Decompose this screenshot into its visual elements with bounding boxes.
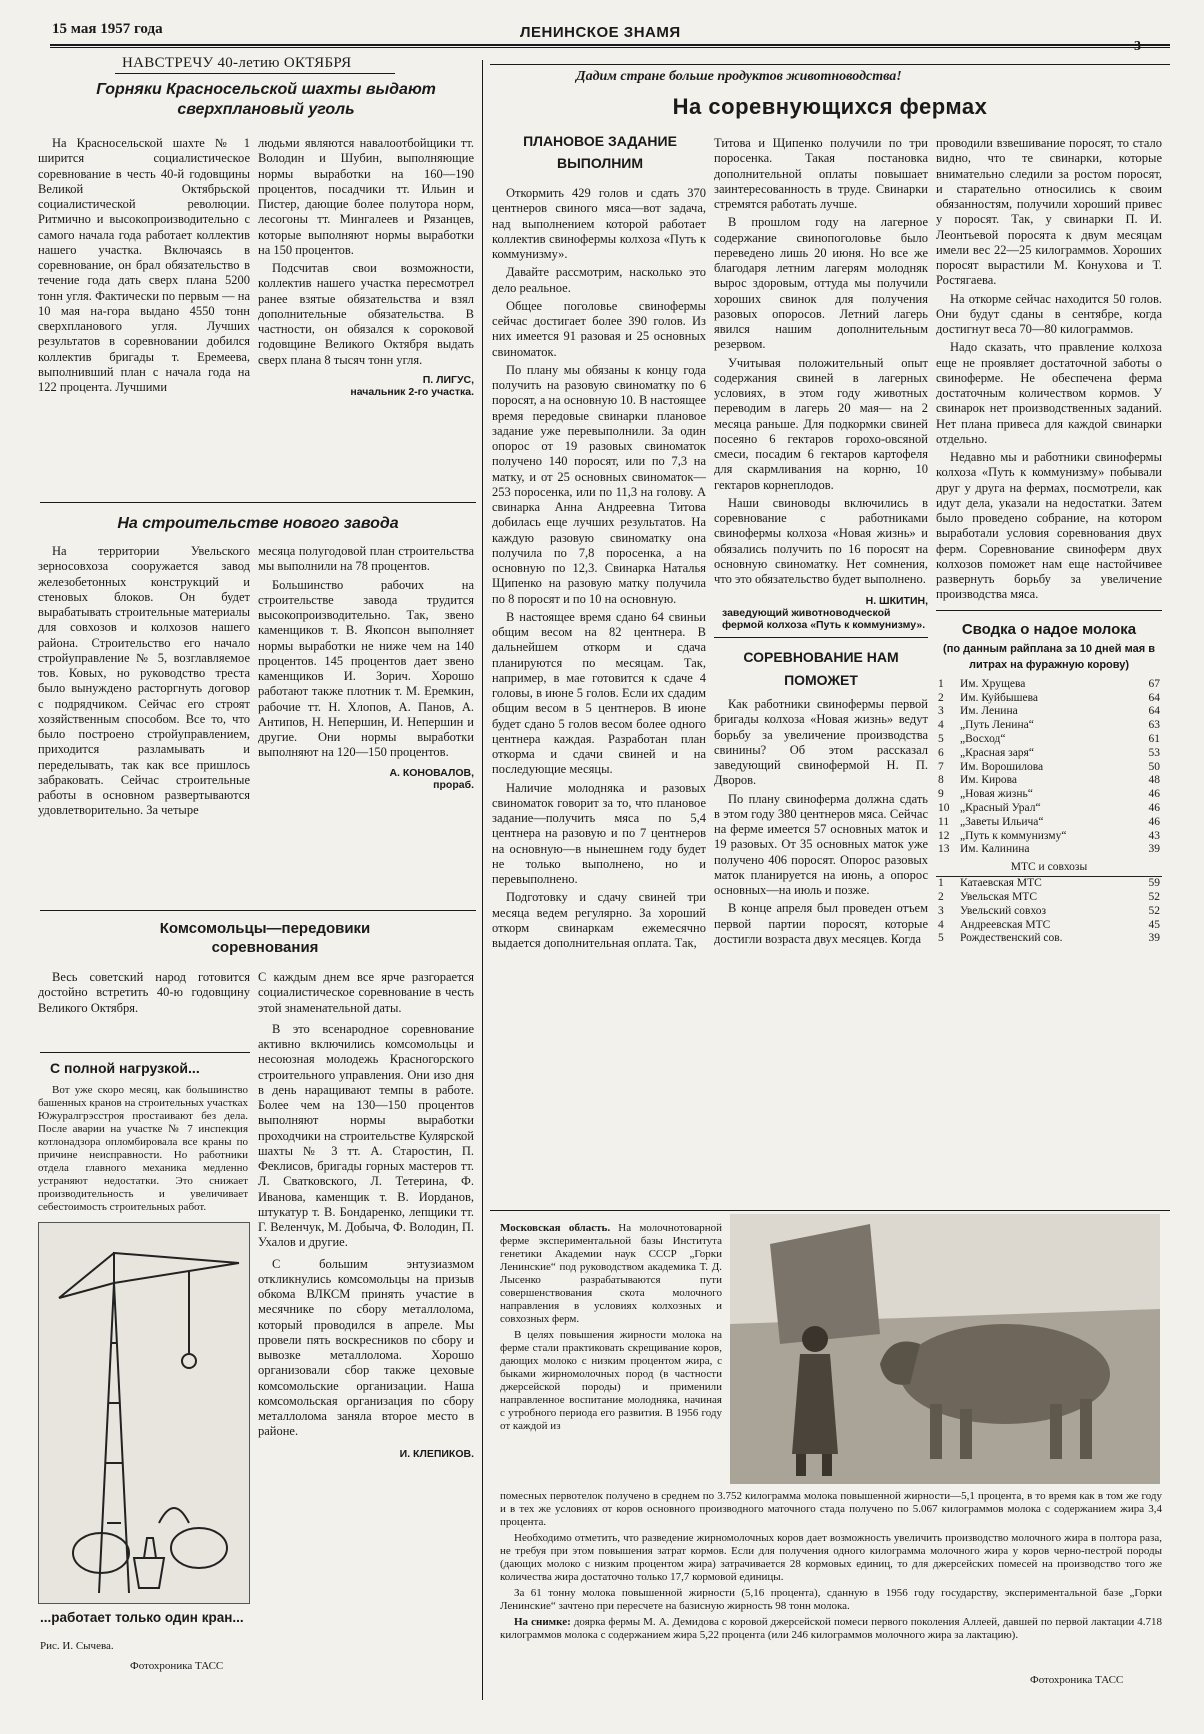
svodka-cell-n: 9 bbox=[938, 788, 944, 801]
signature-name: И. КЛЕПИКОВ. bbox=[399, 1447, 474, 1460]
svodka-cell-name: Увельская МТС bbox=[960, 890, 1038, 903]
svodka-cell-v: 46 bbox=[1148, 801, 1160, 814]
svodka-cell-n: 2 bbox=[938, 691, 944, 704]
photo-story-lead: На молочнотоварной ферме экспериментальной базы Института генетики Академии наук СССР „Горки Ленинские“ под руководством академика Т. Д. Лысенко разрабатываются пути совершенствования скота молочного направления в условиях колхозных и совхозных ферм. bbox=[500, 1222, 722, 1325]
article-miners-col2 bbox=[258, 136, 474, 398]
article-title-plan: ПЛАНОВОЕ ЗАДАНИЕ ВЫПОЛНИМ bbox=[523, 133, 677, 172]
column-separator bbox=[482, 60, 483, 1700]
article-text: проводили взвешивание поросят, то стало видно, что те свинарки, которые внимательно следили за ростом поросят, и старательно относились к своим обязанностям, получили хороший привес у поросят. Так, у свинарки П. И. Леонтьевой поросята к двум месяцам имели вес 22—25 килограммов. Хороших поросят вырастили М. Конухова и Т. Ростягаева. bbox=[936, 136, 1162, 288]
article-text: На откорме сейчас находится 50 голов. Они будут сданы в сентябре, когда достигнут веса 70—80 килограммов. bbox=[936, 291, 1162, 336]
article-text: На Красносельской шахте № 1 ширится социалистическое соревнование в честь 40-й годовщины Великой Октябрьской социалистической революции. Ритмично и высокопроизводительно с самого начала года работает коллектив нашего участка. Включаясь в соревнование, он брал обязательство в течение года дать сверх плана 5200 тонн угля. Фактически по первым — на 10 мая на-гора выдано 4550 тонн сверхпланового угля. Лучших результатов в соревновании добился коллектив бригады т. Еремеева, выполнивший план с начала года на 122 процента. Лучшими bbox=[38, 136, 250, 394]
article-text: В прошлом году на лагерное содержание свинопоголовье было переведено лишь 20 июня. Но все же благодаря летним лагерям молодняк вырос здоровым, оттуда мы получили хороших свинок для получения разовых опоросов. Летний лагерь явился нашим дополнительным резервом. bbox=[714, 215, 928, 352]
issue-date: 15 мая 1957 года bbox=[52, 21, 163, 37]
svodka-cell-v: 61 bbox=[1148, 732, 1160, 745]
svodka-cell-v: 39 bbox=[1148, 932, 1160, 945]
feuilleton-rule bbox=[40, 1052, 250, 1053]
rubric-right: Дадим стране больше продуктов животноводства! bbox=[576, 69, 902, 84]
rubric-right-rule bbox=[490, 64, 1170, 65]
article-text: Общее поголовье свинофермы сейчас достигает более 390 голов. Из них имеется 91 разовая и 25 основных свиноматок. bbox=[492, 298, 706, 359]
cartoon-crane-image bbox=[38, 1222, 250, 1604]
svodka-cell-name: „Восход“ bbox=[960, 732, 1006, 745]
rubric-left: НАВСТРЕЧУ 40-летию ОКТЯБРЯ bbox=[122, 55, 352, 71]
svodka-row bbox=[936, 802, 1162, 816]
svodka-cell-v: 43 bbox=[1148, 829, 1160, 842]
svodka-cell-v: 53 bbox=[1148, 746, 1160, 759]
feuilleton-text: Вот уже скоро месяц, как большинство башенных кранов на строительных участках Южуралгрэсстроя простаивают без дела. После аварии на участке № 7 инспекция котлонадзора опломбировала все краны по причине неисправности. Но работники отдела главного механика медленно устраняют недостатки. Это снижает производительность и увеличивает себестоимость строительных работ. bbox=[38, 1084, 248, 1213]
svodka-cell-name: „Путь к коммунизму“ bbox=[960, 829, 1067, 842]
feuilleton-title: С полной нагрузкой... bbox=[50, 1060, 200, 1076]
svodka-row bbox=[936, 774, 1162, 788]
photo-image bbox=[730, 1214, 1160, 1484]
svodka-cell-v: 64 bbox=[1148, 691, 1160, 704]
svodka-cell-name: Им. Хрущева bbox=[960, 677, 1026, 690]
signature-name: Н. ШКИТИН, bbox=[865, 595, 928, 608]
photo-credit-left: Фотохроника ТАСС bbox=[130, 1660, 224, 1672]
photo-story-lead-bold: Московская область. bbox=[500, 1222, 611, 1234]
photo-caption: доярка фермы М. А. Демидова с коровой джерсейской помеси первого поколения Аллеей, давшей по первой лактации 4.718 килограммов молока с содержанием жира 5,22 процента (или 246 килограммов молочного жира за лактацию). bbox=[500, 1615, 1162, 1641]
svodka-cell-name: „Новая жизнь“ bbox=[960, 788, 1033, 801]
svodka-rule bbox=[936, 610, 1162, 611]
photo-story-wide-block bbox=[500, 1490, 1162, 1645]
article-text: Недавно мы и работники свинофермы колхоза «Путь к коммунизму» побывали друг у друга на фермах, посмотрели, как идут дела, указали на недостатки. Затем было проведено собрание, на котором выработали условия соревнования двух ферм. Соревнование свиноферм двух колхозов поможет нам еще настойчивее развернуть борьбу за увеличение производства мяса. bbox=[936, 450, 1162, 602]
cartoon-caption: ...работает только один кран... bbox=[40, 1610, 244, 1625]
svodka-row bbox=[936, 891, 1162, 905]
article-text: В настоящее время сдано 64 свиньи общим весом на 82 центнера. В дальнейшем откорм и сдача планируются по месяцам. Так, например, в мае готовится к сдаче 4 головы, в июне 5 голов. Если их сдадим общим весом в 5 центнеров. В июне будет сдано 5 голов весом более одного центнера каждая. Разработан план откорма и сдачи свиней и на последующие месяцы. bbox=[492, 609, 706, 777]
article-text: Как работники свинофермы первой бригады колхоза «Новая жизнь» ведут борьбу за увеличение производства свинины? Об этом рассказал заведующий свинофермой Н. П. Дворов. bbox=[714, 697, 928, 788]
article-text: людьми являются навалоотбойщики тт. Володин и Шубин, выполняющие нормы выработки на 160—190 процентов, посадчики тт. Ильин и Пистер, дающие более полутора норм, лесогоны тт. Мингалеев и Рязанцев, которые выполняют нормы выработки на 150 процентов. bbox=[258, 136, 474, 257]
svodka-cell-name: Им. Ворошилова bbox=[960, 760, 1044, 773]
svodka-cell-v: 48 bbox=[1148, 774, 1160, 787]
main-section-title: На соревнующихся фермах bbox=[672, 94, 988, 119]
svodka-row bbox=[936, 705, 1162, 719]
svodka-cell-v: 46 bbox=[1148, 815, 1160, 828]
svodka-row bbox=[936, 843, 1162, 857]
article-text: С каждым днем все ярче разгорается социалистическое соревнование в честь этой знаменательной даты. bbox=[258, 970, 474, 1015]
photo-story-lead-paragraph bbox=[500, 1222, 722, 1326]
svodka-cell-name: „Путь Ленина“ bbox=[960, 719, 1034, 732]
svodka-subtitle: (по данным райплана за 10 дней мая в литрах на фуражную корову) bbox=[943, 642, 1155, 672]
article-text: Наши свиноводы включились в соревнование с работниками свинофермы колхоза «Новая жизнь» и обязались получить по 16 поросят на основную свиноматку. Нет сомнения, что это обязательство будет выполнено. bbox=[714, 495, 928, 586]
svodka-cell-name: Андреевская МТС bbox=[960, 918, 1051, 931]
photo-caption-paragraph bbox=[500, 1616, 1162, 1642]
svodka-cell-v: 52 bbox=[1148, 890, 1160, 903]
svodka-row bbox=[936, 919, 1162, 933]
svodka-cell-n: 5 bbox=[938, 732, 944, 745]
svodka-cell-n: 5 bbox=[938, 932, 944, 945]
svodka-title: Сводка о надое молока bbox=[961, 620, 1137, 638]
article-komsomol-lead1 bbox=[38, 970, 250, 1019]
article-text: По плану свиноферма должна сдать в этом году 380 центнеров мяса. Сейчас на ферме имеется 57 основных маток и 19 разовых. От 35 основных маток уже получено 406 поросят. Опорос разовых маток планируется на июнь, а опорос основных—на июль и позже. bbox=[714, 791, 928, 898]
svodka-row bbox=[936, 788, 1162, 802]
header-rule bbox=[50, 44, 1170, 46]
svodka-cell-v: 59 bbox=[1148, 877, 1160, 890]
svodka-row bbox=[936, 816, 1162, 830]
photo-story-lead-block bbox=[500, 1222, 722, 1436]
signature-role: заведующий животноводческой фермой колхоза «Путь к коммунизму». bbox=[722, 607, 926, 632]
svodka-row bbox=[936, 733, 1162, 747]
article-plan-col1 bbox=[492, 186, 706, 954]
svodka-cell-n: 8 bbox=[938, 774, 944, 787]
svodka-cell-v: 63 bbox=[1148, 719, 1160, 732]
svodka-cell-n: 13 bbox=[938, 843, 950, 856]
article-text: Весь советский народ готовится достойно встретить 40-ю годовщину Великого Октября. bbox=[38, 970, 250, 1015]
svodka-row bbox=[936, 905, 1162, 919]
photo-story-text: В целях повышения жирности молока на ферме стали практиковать скрещивание коров, дающих молоко с низким процентом жира, с быками жирномолочных пород (в частности джерсейской породы) и применили направленное воспитание молодняка, начиная с утробного периода его развития. В 1956 году от каждой из bbox=[500, 1328, 722, 1432]
signature-name: А. КОНОВАЛОВ, bbox=[389, 766, 474, 779]
svodka-cell-name: „Красная заря“ bbox=[960, 746, 1034, 759]
article-text: Откормить 429 голов и сдать 370 центнеров свиного мяса—вот задача, над выполнением которой работает коллектив свинофермы колхоза «Путь к коммунизму». bbox=[492, 186, 706, 261]
article-divider bbox=[714, 637, 928, 638]
svodka-cell-v: 52 bbox=[1148, 904, 1160, 917]
article-text: Наличие молодняка и разовых свиноматок говорит за то, что плановое задание—получить мяса по 5,4 центнера на разовую и по 7 центнеров на основную—в нынешнем году будет не только выполнено, но и перевыполнено. bbox=[492, 780, 706, 886]
svodka-cell-n: 1 bbox=[938, 677, 944, 690]
photo-story-text: Необходимо отметить, что разведение жирномолочных коров дает возможность увеличить производство молочного жира в полтора раза, не требуя при этом повышения затрат кормов. Если для получения одного килограмма молочного жира у коров черно-пестрой породы (дающих молоко с низким процентом жира) затрачивается 28 кормовых единиц, то для джерсейских помесей на производство того же количества жира достаточно только 17,7 кормовой единицы. bbox=[500, 1531, 1162, 1583]
svodka-row bbox=[936, 719, 1162, 733]
article-text: Титова и Щипенко получили по три поросенка. Такая постановка дополнительной оплаты повышает заинтересованность в труде. Свинарки стремятся работать лучше. bbox=[714, 136, 928, 211]
svodka-mts-table bbox=[936, 876, 1162, 946]
article-divider bbox=[40, 910, 476, 911]
article-text: Подготовку и сдачу свиней три месяца ведем регулярно. За хороший откорм свинаркам ежемесячно выдается дополнительная оплата. Так, bbox=[492, 890, 706, 950]
svodka-cell-name: Увельский совхоз bbox=[960, 904, 1047, 917]
photo-story-rule bbox=[490, 1210, 1170, 1211]
svodka-cell-v: 64 bbox=[1148, 705, 1160, 718]
svodka-cell-v: 46 bbox=[1148, 788, 1160, 801]
svodka-cell-n: 2 bbox=[938, 890, 944, 903]
article-divider bbox=[40, 502, 476, 503]
svodka-cell-n: 11 bbox=[938, 815, 950, 828]
svodka-cell-name: Им. Калинина bbox=[960, 843, 1030, 856]
svodka-cell-name: „Заветы Ильича“ bbox=[960, 815, 1044, 828]
svodka-cell-name: Им. Кирова bbox=[960, 774, 1018, 787]
newspaper-title: ЛЕНИНСКОЕ ЗНАМЯ bbox=[520, 24, 681, 41]
signature-role: прораб. bbox=[433, 778, 474, 791]
svodka-cell-v: 67 bbox=[1148, 677, 1160, 690]
svodka-cell-name: Катаевская МТС bbox=[960, 877, 1042, 890]
svodka-row bbox=[936, 747, 1162, 761]
article-text: месяца полугодовой план строительства мы выполнили на 78 процентов. bbox=[258, 544, 474, 574]
svodka-cell-n: 3 bbox=[938, 705, 944, 718]
article-title-competition: СОРЕВНОВАНИЕ НАМ ПОМОЖЕТ bbox=[743, 649, 899, 688]
svodka-cell-v: 50 bbox=[1148, 760, 1160, 773]
article-text: На территории Увельского зерносовхоза сооружается завод железобетонных конструкций и стеновых блоков. Он будет вырабатывать строительные материалы для совхозов и колхозов нашего района. Строительство его начало стройуправление № 5, возглавляемое тов. Ковых, но руководство треста было вынуждено расторгнуть договор с подрядчиком. Сейчас его строят хозяйственным способом. Все то, что было построено стройуправлением, приходится разламывать и переделывать, так как все пришлось забраковать. Сейчас строительные работы в основном развертываются удовлетворительно. За четыре bbox=[38, 544, 250, 818]
article-text: Учитывая положительный опыт содержания свиней в лагерных условиях, в этом году животных переводим в лагерь 20 мая— на 2 месяца раньше. Для подкормки свиней посеяно 6 гектаров горохо-овсяной смеси, посадим 6 гектаров картофеля для скармливания на корню, 10 гектаров корнеплодов. bbox=[714, 355, 928, 492]
article-title-miners: Горняки Красносельской шахты выдают сверхплановый уголь bbox=[96, 81, 436, 118]
article-title-factory: На строительстве нового завода bbox=[117, 515, 399, 532]
article-plan-col2 bbox=[714, 136, 928, 950]
svodka-cell-n: 6 bbox=[938, 746, 944, 759]
article-text: Подсчитав свои возможности, коллектив нашего участка пересмотрел ранее взятые обязательства и взял дополнительные обязательства. В частности, он обязался к сороковой годовщине Великого Октября выдать сверх плана 8 тысяч тонн угля. bbox=[258, 261, 474, 367]
svodka-cell-n: 7 bbox=[938, 760, 944, 773]
article-komsomol-col2 bbox=[258, 970, 474, 1460]
article-text: В конце апреля был проведен отъем первой партии поросят, которые достигли возраста двух месяцев. Когда bbox=[714, 901, 928, 946]
article-miners-col1 bbox=[38, 136, 250, 398]
svodka-cell-n: 10 bbox=[938, 801, 950, 814]
svodka-cell-n: 1 bbox=[938, 877, 944, 890]
svodka-cell-name: Им. Ленина bbox=[960, 705, 1018, 718]
svodka-row bbox=[936, 692, 1162, 706]
cartoon-credit: Рис. И. Сычева. bbox=[40, 1640, 114, 1652]
svodka-row bbox=[936, 877, 1162, 891]
photo-story-text: помесных первотелок получено в среднем по 3.752 килограмма молока повышенной жирности—5,1 процента, в то время как в том же году и в тех же условиях от коров основного производного маточного стада получено по 5.067 килограммов молока с содержанием жира 3,4 процента. bbox=[500, 1490, 1162, 1528]
svodka-cell-n: 3 bbox=[938, 904, 944, 917]
article-title-komsomol: Комсомольцы—передовики соревнования bbox=[159, 920, 371, 956]
svodka-row bbox=[936, 678, 1162, 692]
photo-caption-bold: На снимке: bbox=[514, 1615, 571, 1628]
article-factory-col1 bbox=[38, 544, 250, 822]
feuilleton-text-block bbox=[38, 1084, 248, 1217]
svodka-cell-name: „Красный Урал“ bbox=[960, 801, 1041, 814]
svodka-cell-v: 45 bbox=[1148, 918, 1160, 931]
article-competition-col3 bbox=[936, 136, 1162, 946]
cartoon-drawing bbox=[39, 1223, 249, 1603]
article-text: Надо сказать, что правление колхоза еще не проявляет достаточной заботы о свиноферме. Не обеспечена ферма достаточным количеством кормов. У свинарок нет производственных заданий. Нет плана привеса для каждой свинарки отдельно. bbox=[936, 340, 1162, 446]
svodka-cell-name: Им. Куйбышева bbox=[960, 691, 1038, 704]
article-text: Большинство рабочих на строительстве завода трудится высокопроизводительно. Так, звено каменщиков т. В. Якопсон выполняет нормы выработки не ниже чем на 140 процентов. 145 процентов дает звено каменщиков И. Зорич. Хорошо работают также плотник т. М. Еремкин, рабочие тт. Н. Хлопов, А. Панов, А. Антипов, Н. Непершин, И. Непершин и другие. Они нормы выработки выполняют на 120—150 процентов. bbox=[258, 577, 474, 760]
svodka-row bbox=[936, 830, 1162, 844]
signature-role: начальник 2-го участка. bbox=[350, 385, 474, 398]
rubric-left-rule bbox=[115, 73, 395, 74]
svodka-row bbox=[936, 761, 1162, 775]
article-text: В это всенародное соревнование активно включились комсомольцы и несоюзная молодежь Красногорского строительного управления. Они изо дня в день наращивают темпы в работе. Более чем на 130—150 процентов выполняют нормы выработки проходчики на строительстве Кулярской шахты № 3 тт. А. Старостин, П. Феклисов, бригады горных мастеров тт. Л. Сватковского, Л. Тетерина, Ф. Иванова, каменщик т. В. Иорданов, штукатур т. В. Бондаренко, лепщики тт. Г. Веленчук, М. Добыча, Ф. Володин, П. Ухалов и другие. bbox=[258, 1021, 474, 1250]
photo-story-text: За 61 тонну молока повышенной жирности (5,16 процента), сданную в 1956 году государству, экспериментальной базе „Горки Ленинские“ зачтено при пересчете на базисную жирность 98 тонн молока. bbox=[500, 1586, 1162, 1612]
svodka-cell-n: 4 bbox=[938, 918, 944, 931]
signature-name: П. ЛИГУС, bbox=[422, 373, 474, 386]
svodka-row bbox=[936, 932, 1162, 946]
svodka-cell-name: Рождественский сов. bbox=[960, 932, 1063, 945]
header-rule-thin bbox=[50, 47, 1170, 48]
article-text: По плану мы обязаны к концу года получить на разовую свиноматку по 6 поросят, а на основную 10. В настоящее время передовые свинарки плановое задание уже перевыполнили. За один опорос от 19 разовых свиноматок получено 140 поросят, или по 7,3 на матку, и от 25 основных свиноматок—253 поросенка, или по 11,3 на голову. А свинарка Анна Андреевна Титова добилась еще лучших результатов. На каждую разовую свиноматку она получила по 7,8 поросенка, а на основную по 12,3. Свинарка Наталья Щипенко на разовую матку получила по 8 поросят и по 10 на основную. bbox=[492, 362, 706, 606]
svodka-cell-n: 12 bbox=[938, 829, 950, 842]
article-text: Давайте рассмотрим, насколько это дело реальное. bbox=[492, 265, 706, 295]
svodka-cell-v: 39 bbox=[1148, 843, 1160, 856]
milkmaid-cow-photo bbox=[730, 1214, 1160, 1484]
photo-credit-right: Фотохроника ТАСС bbox=[1030, 1674, 1124, 1686]
svodka-cell-n: 4 bbox=[938, 719, 944, 732]
svodka-kolkhoz-table bbox=[936, 678, 1162, 857]
article-factory-col2 bbox=[258, 544, 474, 791]
svodka-mts-title: МТС и совхозы bbox=[1010, 861, 1088, 874]
article-text: С большим энтузиазмом откликнулись комсомольцы на призыв обкома ВЛКСМ принять участие в месячнике по сбору металлолома, который проводился в апреле. Мы провели пять воскресников по сбору и вывозке металлолома. Хорошо организовали сбор также цеховые комсомольские организации. Наша комсомольская организация по сбору металлолома заняла второе место в районе. bbox=[258, 1256, 474, 1439]
